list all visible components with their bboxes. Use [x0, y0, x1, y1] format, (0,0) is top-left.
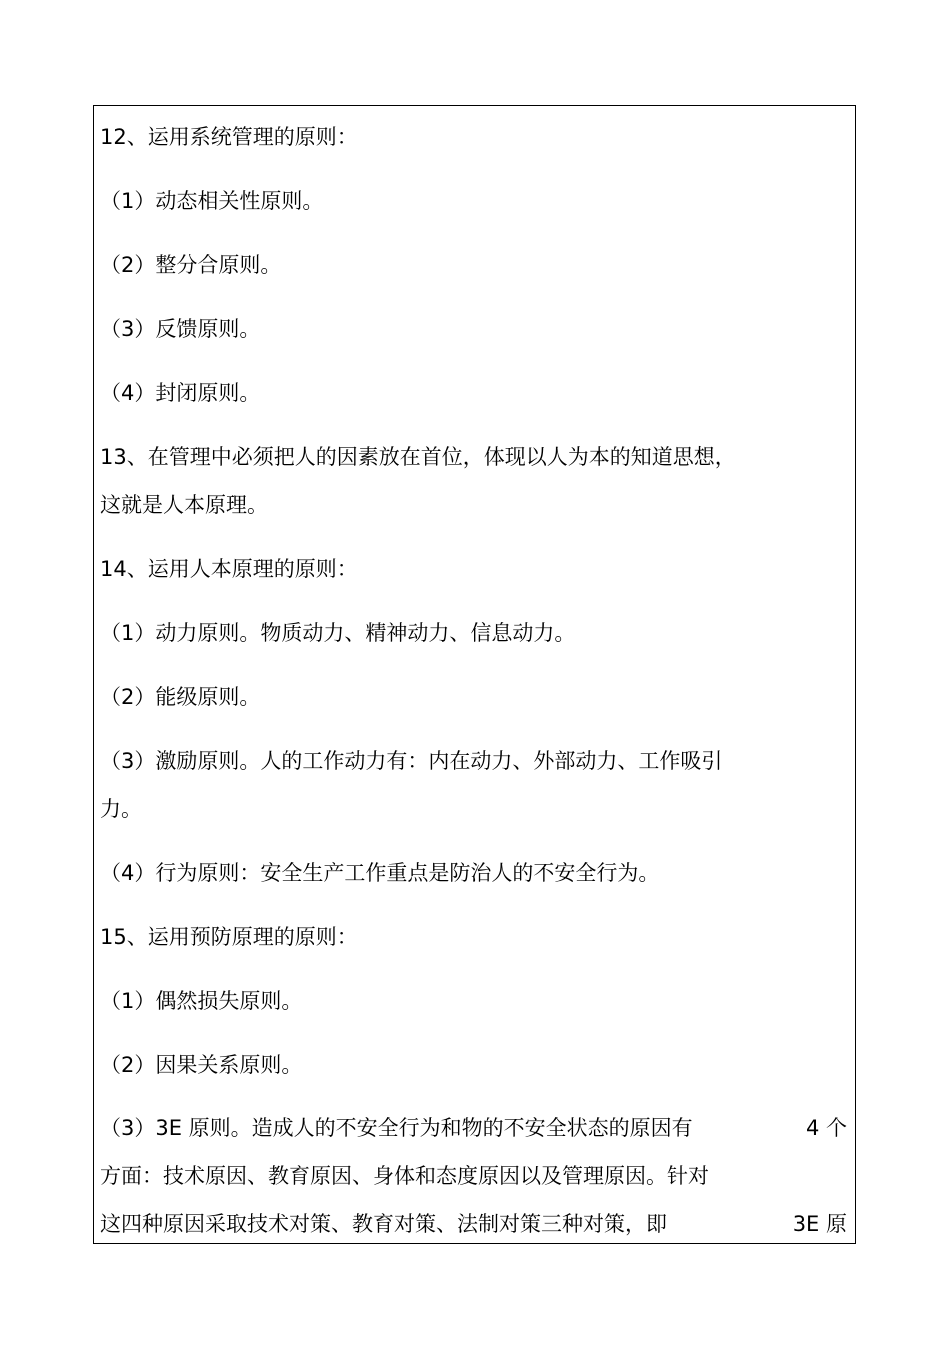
item-14-3-line-1: （3）激励原则。人的工作动力有：内在动力、外部动力、工作吸引: [100, 749, 723, 773]
heading-14: 14、运用人本原理的原则：: [100, 557, 358, 581]
item-15-3-line-1: [100, 1114, 847, 1142]
item-14-3-line-2: 力。: [100, 797, 142, 821]
item-15-3-line-1-tail: 4 个: [805, 1116, 847, 1140]
item-14-4: （4）行为原则：安全生产工作重点是防治人的不安全行为。: [100, 861, 660, 885]
item-15-1: （1）偶然损失原则。: [100, 989, 303, 1013]
heading-12: 12、运用系统管理的原则：: [100, 125, 358, 149]
item-14-1: （1）动力原则。物质动力、精神动力、信息动力。: [100, 621, 576, 645]
item-15-3-line-3-tail: 3E 原: [792, 1212, 847, 1236]
document-frame: [93, 105, 856, 1244]
item-15-2: （2）因果关系原则。: [100, 1053, 303, 1077]
paragraph-13-line-1: 13、在管理中必须把人的因素放在首位，体现以人为本的知道思想，: [100, 445, 736, 469]
item-15-3-line-2: 方面：技术原因、教育原因、身体和态度原因以及管理原因。针对: [100, 1164, 709, 1188]
item-12-2: （2）整分合原则。: [100, 253, 282, 277]
item-12-1: （1）动态相关性原则。: [100, 189, 324, 213]
paragraph-13-line-2: 这就是人本原理。: [100, 493, 268, 517]
item-15-3-line-3-text: 这四种原因采取技术对策、教育对策、法制对策三种对策，即: [100, 1212, 667, 1236]
item-15-3-line-3: [100, 1210, 847, 1238]
item-12-4: （4）封闭原则。: [100, 381, 261, 405]
heading-15: 15、运用预防原理的原则：: [100, 925, 358, 949]
item-15-3-line-1-text: （3）3E 原则。造成人的不安全行为和物的不安全状态的原因有: [100, 1116, 693, 1140]
item-12-3: （3）反馈原则。: [100, 317, 261, 341]
item-14-2: （2）能级原则。: [100, 685, 261, 709]
